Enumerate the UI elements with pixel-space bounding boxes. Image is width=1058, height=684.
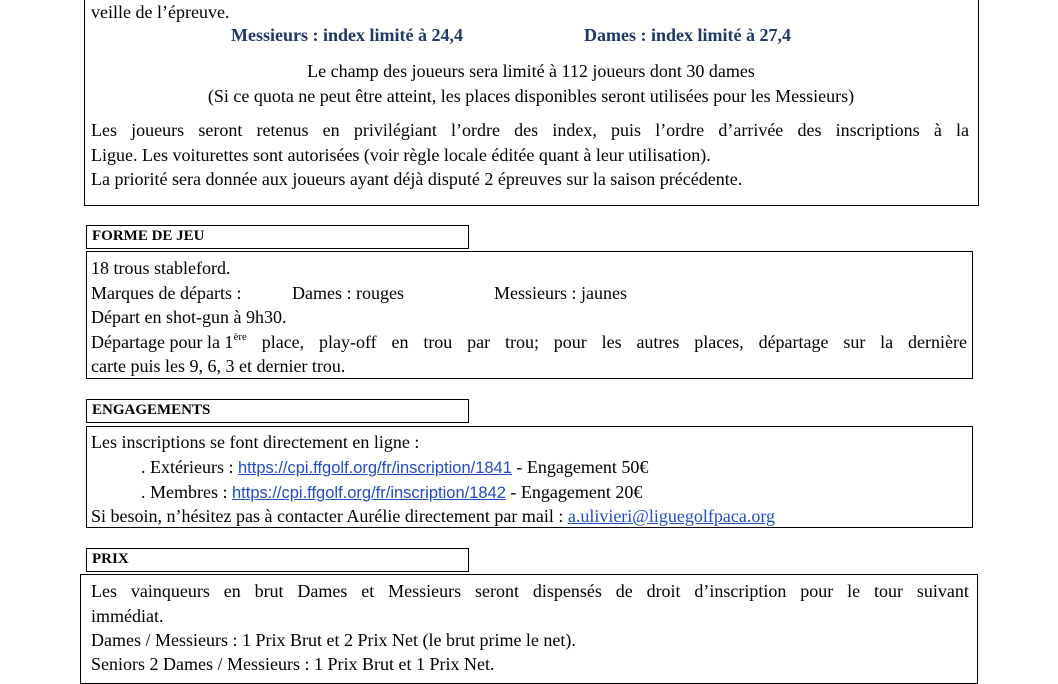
forme-line-4: Départage pour la 1ère place, play-off en trou par trou; pour les autres places, départage sur la dernière [91,331,967,352]
forme-line-3: Départ en shot-gun à 9h30. [91,307,287,327]
prix-line-2: immédiat. [91,606,164,626]
prix-line-1: Les vainqueurs en brut Dames et Messieurs seront dispensés de droit d’inscription pour le tour suivant [91,581,969,601]
prix-line-3: Dames / Messieurs : 1 Prix Brut et 2 Prix Net (le brut prime le net). [91,630,576,650]
forme-line-1: 18 trous stableford. [91,258,231,278]
tee-ladies: Dames : rouges [292,283,404,303]
index-ladies: Dames : index limité à 27,4 [584,25,791,45]
member-registration-line: . Membres : https://cpi.ffgolf.org/fr/inscription/1842 - Engagement 20€ [141,482,643,502]
contact-line: Si besoin, n’hésitez pas à contacter Aurélie directement par mail : a.ulivieri@liguegolfpaca.org [91,506,776,526]
priority-line: La priorité sera donnée aux joueurs ayant déjà disputé 2 épreuves sur la saison précédente. [91,169,743,189]
external-registration-line: . Extérieurs : https://cpi.ffgolf.org/fr/inscription/1841 - Engagement 50€ [141,457,649,477]
section-header-forme: FORME DE JEU [86,225,469,249]
section-header-engagements: ENGAGEMENTS [86,399,469,423]
field-limit-line: Le champ des joueurs sera limité à 112 joueurs dont 30 dames [307,61,755,81]
selection-line-1: Les joueurs seront retenus en privilégiant l’ordre des index, puis l’ordre d’arrivée des inscriptions à la [91,120,969,140]
member-registration-link[interactable]: https://cpi.ffgolf.org/fr/inscription/1842 [231,484,506,502]
selection-line-2: Ligue. Les voiturettes sont autorisées (voir règle locale éditée quant à leur utilisation). [91,145,711,165]
tee-men: Messieurs : jaunes [494,283,627,303]
quota-line: (Si ce quota ne peut être atteint, les places disponibles seront utilisées pour les Messieurs) [207,86,855,106]
text-line: veille de l’épreuve. [91,2,230,22]
external-registration-link[interactable]: https://cpi.ffgolf.org/fr/inscription/1841 [237,459,512,477]
index-men: Messieurs : index limité à 24,4 [231,25,463,45]
contact-email-link[interactable]: a.ulivieri@liguegolfpaca.org [567,506,776,526]
tee-markers-label: Marques de départs : [91,283,242,303]
prix-line-4: Seniors 2 Dames / Messieurs : 1 Prix Brut et 1 Prix Net. [91,654,495,674]
engagements-line-1: Les inscriptions se font directement en ligne : [91,432,420,452]
section-header-prix: PRIX [86,548,469,572]
forme-line-5: carte puis les 9, 6, 3 et dernier trou. [91,356,346,376]
